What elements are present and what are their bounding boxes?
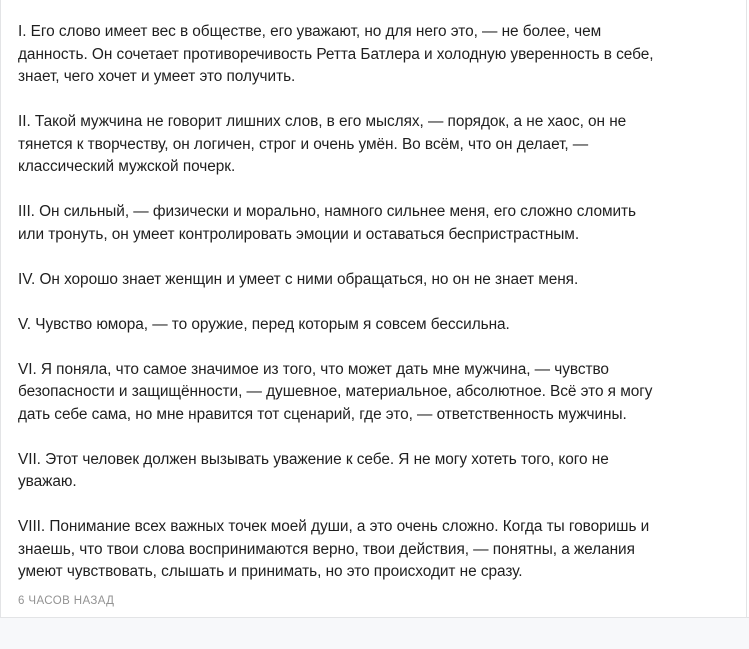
post-timestamp-link[interactable]: 6 ЧАСОВ НАЗАД	[18, 595, 115, 607]
post-text	[18, 21, 742, 584]
post-paragraph-7: VII. Этот человек должен вызывать уважение к себе. Я не могу хотеть того, кого не уважаю.	[18, 450, 609, 490]
post-paragraph-4: IV. Он хорошо знает женщин и умеет с ними обращаться, но он не знает меня.	[18, 270, 579, 288]
post-paragraph-8: VIII. Понимание всех важных точек моей души, а это очень сложно. Когда ты говоришь и знаешь, что твои слова воспринимаются верно, твои действия, — понятны, а желания умеют чувствовать, слышать и принимать, но это происходит не сразу.	[18, 518, 650, 580]
post-paragraph-1: I. Его слово имеет вес в обществе, его уважают, но для него это, — не более, чем данность. Он сочетает противоречивость Ретта Батлера и холодную уверенность в себе, знает, чего хочет и умеет это получить.	[18, 23, 654, 85]
post-paragraph-5: V. Чувство юмора, — то оружие, перед которым я совсем бессильна.	[18, 315, 510, 333]
post-footer-bar	[0, 618, 749, 649]
post-paragraph-3: III. Он сильный, — физически и морально, намного сильнее меня, его сложно сломить или тронуть, он умеет контролировать эмоции и оставаться беспристрастным.	[18, 203, 636, 243]
post-paragraph-6: VI. Я поняла, что самое значимое из того, что может дать мне мужчина, — чувство безопасности и защищённости, — душевное, материальное, абсолютное. Всё это я могу дать себе сама, но мне нравится тот сценарий, где это, — ответственность мужчины.	[18, 360, 653, 423]
post-paragraph-2: II. Такой мужчина не говорит лишних слов, в его мыслях, — порядок, а не хаос, он не тянется к творчеству, он логичен, строг и очень умён. Во всём, что он делает, — классический мужской почерк.	[18, 113, 627, 175]
